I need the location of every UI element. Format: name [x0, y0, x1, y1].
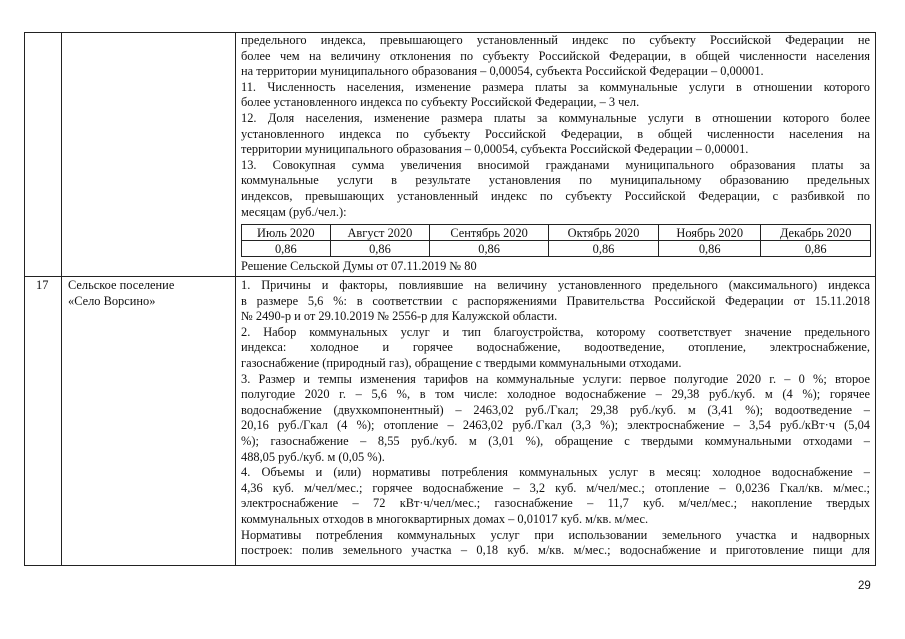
- text-line: 11. Численность населения, изменение размера платы за коммунальные услуги в отношении которого: [241, 79, 870, 94]
- text-line: 4. Объемы и (или) нормативы потребления коммунальных услуг в месяц: холодное водоснабжение –: [241, 465, 870, 480]
- text-line: 12. Доля населения, изменение размера платы за коммунальные услуги в отношении которого более: [241, 110, 870, 125]
- decision-reference: [241, 259, 870, 275]
- text-line: электроснабжение – 72 кВт·ч/чел/мес.; газоснабжение – 11,7 куб. м/чел/мес.; накопление твердых: [241, 496, 870, 511]
- settlement-name: [68, 278, 233, 309]
- text-line: на территории муниципального образования – 0,00054, субъекта Российской Федерации – 0,00001.: [241, 64, 764, 79]
- month-header: Сентябрь 2020: [430, 225, 549, 241]
- month-value: 0,86: [242, 241, 331, 257]
- month-header: Август 2020: [330, 225, 430, 241]
- text-line: 3. Размер и темпы изменения тарифов на коммунальные услуги: первое полугодие 2020 г. – 0 %; второе: [241, 371, 870, 386]
- text-line: в размере 5,6 %: в соответствии с распоряжениями Правительства Российской Федерации от 15.11.2018: [241, 293, 870, 308]
- table-left-border: [24, 32, 25, 566]
- month-value: 0,86: [430, 241, 549, 257]
- text-line: 488,05 руб./куб. м (0,05 %).: [241, 449, 385, 464]
- month-value: 0,86: [761, 241, 871, 257]
- text-line: предельного индекса, превышающего установленный индекс по субъекту Российской Федерации не: [241, 33, 870, 47]
- text-line: газоснабжение (природный газ), обращение с твердыми коммунальными отходами.: [241, 355, 682, 370]
- month-header: Июль 2020: [242, 225, 331, 241]
- text-line: коммунальных отходов в многоквартирных домах – 0,01017 куб. м/кв. м/мес.: [241, 511, 649, 526]
- month-value: 0,86: [548, 241, 658, 257]
- text-line: месяцам (руб./чел.):: [241, 204, 347, 219]
- text-line: территории муниципального образования – 0,00054, субъекта Российской Федерации – 0,00001.: [241, 142, 749, 157]
- column-divider-1: [61, 32, 62, 566]
- text-line: 4,36 куб. м/чел/мес.; горячее водоснабжение – 3,2 куб. м/чел/мес.; отопление – 0,0236 Гкал/кв. м/мес.;: [241, 480, 870, 495]
- text-line: более установленного индекса по субъекту Российской Федерации, – 3 чел.: [241, 95, 640, 110]
- month-header: Декабрь 2020: [761, 225, 871, 241]
- text-line: индексов, превышающих установленный индекс по субъекту Российской Федерации, с разбивкой по: [241, 188, 870, 203]
- table-right-border: [875, 32, 876, 566]
- continued-text-block: [241, 33, 870, 220]
- table-bottom-border: [24, 565, 876, 566]
- months-header-row: [242, 225, 871, 241]
- month-header: Октябрь 2020: [548, 225, 658, 241]
- settlement-name-line: «Село Ворсино»: [68, 293, 156, 308]
- text-line: коммунальные услуги в результате установления по муниципальному образованию предельных: [241, 173, 870, 188]
- months-value-row: [242, 241, 871, 257]
- month-value: 0,86: [330, 241, 430, 257]
- text-line: № 2490-р и от 29.10.2019 № 2556-р для Калужской области.: [241, 309, 558, 324]
- column-divider-2: [235, 32, 236, 566]
- text-line: 20,16 руб./Гкал (4 %); отопление – 2463,02 руб./Гкал (3,3 %); электроснабжение – 3,54 руб./кВт·ч (5,04: [241, 418, 870, 433]
- settlement-name-line: Сельское поселение: [68, 278, 175, 292]
- text-line: %); газоснабжение – 8,55 руб./куб. м (3,01 %), обращение с твердыми коммунальными отходами –: [241, 433, 870, 448]
- row-number: 17: [36, 278, 49, 292]
- text-line: индекса: холодное и горячее водоснабжение, водоотведение, отопление, электроснабжение,: [241, 340, 870, 355]
- text-line: 2. Набор коммунальных услуг и тип благоустройства, которому соответствует значение предельного: [241, 324, 870, 339]
- text-line: установленного индекса по субъекту Российской Федерации, в общей численности населения на: [241, 126, 870, 141]
- row17-details: [241, 278, 870, 559]
- monthly-payment-table: [241, 224, 871, 257]
- text-line: Нормативы потребления коммунальных услуг при использовании земельного участка и надворных: [241, 527, 870, 542]
- month-value: 0,86: [659, 241, 761, 257]
- text-line: водоснабжение (двухкомпонентный) – 2463,02 руб./Гкал; 29,38 руб./куб. м (3,41 %); водоотведение –: [241, 402, 870, 417]
- text-line: более чем на величину отклонения по субъекту Российской Федерации, в общей численности населения: [241, 48, 870, 63]
- text-line: построек: полив земельного участка – 0,18 куб. м/кв. м/мес.; водоснабжение и приготовление пищи для: [241, 543, 870, 558]
- page-number: 29: [858, 580, 871, 592]
- text-line: 13. Совокупная сумма увеличения вносимой гражданами муниципального образования платы за: [241, 157, 870, 172]
- text-line: полугодие 2020 г. – 5,6 %, в том числе: холодное водоснабжение – 29,38 руб./куб. м (4 %); горячее: [241, 387, 870, 402]
- decision-text: Решение Сельской Думы от 07.11.2019 № 80: [241, 259, 477, 273]
- month-header: Ноябрь 2020: [659, 225, 761, 241]
- text-line: 1. Причины и факторы, повлиявшие на величину установленного предельного (максимального) индекса: [241, 278, 870, 292]
- row-separator: [24, 276, 876, 277]
